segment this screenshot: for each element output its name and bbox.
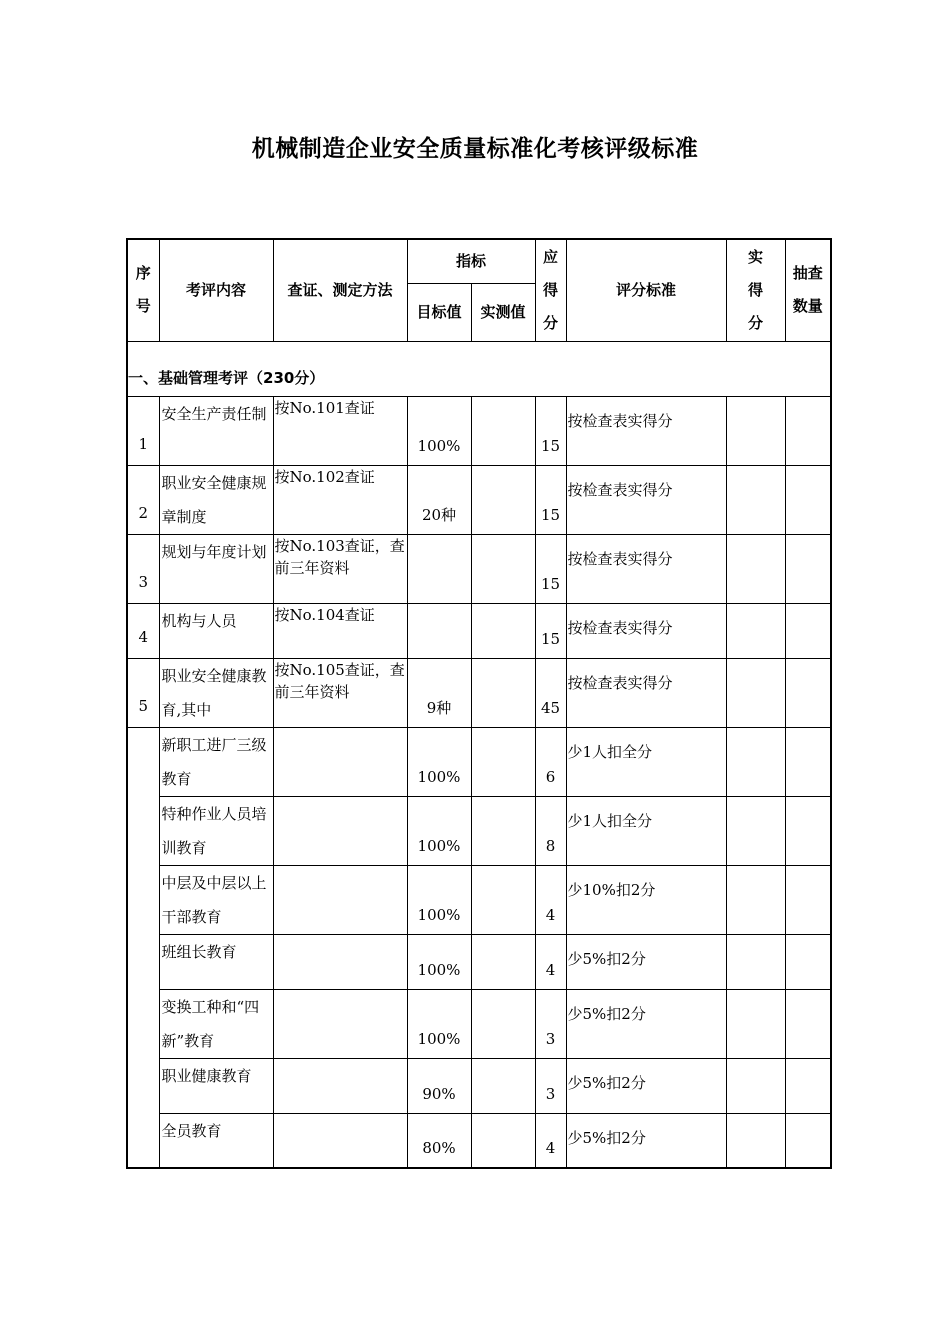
row-criteria: 按检查表实得分 xyxy=(566,534,726,603)
row-target: 9种 xyxy=(407,658,471,727)
table-row xyxy=(127,658,831,727)
row-measured xyxy=(471,396,535,465)
subrow-actual-score xyxy=(726,1058,785,1113)
header-should-score: 应 得 分 xyxy=(535,239,566,341)
table-subrow xyxy=(127,796,831,865)
subrow-target: 100% xyxy=(407,865,471,934)
row-content: 职业安全健康教育,其中 xyxy=(159,658,273,727)
row-criteria: 按检查表实得分 xyxy=(566,658,726,727)
row-actual-score xyxy=(726,658,785,727)
subrow-actual-score xyxy=(726,934,785,989)
header-method: 查证、测定方法 xyxy=(273,239,407,341)
subrow-actual-score xyxy=(726,989,785,1058)
row-spot-check xyxy=(785,603,831,658)
subrow-criteria: 少1人扣全分 xyxy=(566,796,726,865)
subrow-target: 80% xyxy=(407,1113,471,1168)
row-target: 100% xyxy=(407,396,471,465)
row-target: 20种 xyxy=(407,465,471,534)
table-row xyxy=(127,396,831,465)
subrow-measured xyxy=(471,727,535,796)
row-method: 按No.101查证 xyxy=(273,396,407,465)
row-criteria: 按检查表实得分 xyxy=(566,396,726,465)
table-subrow xyxy=(127,1058,831,1113)
table-subrow xyxy=(127,1113,831,1168)
header-actual-score: 实 得 分 xyxy=(726,239,785,341)
subrow-measured xyxy=(471,989,535,1058)
row-no: 3 xyxy=(127,534,159,603)
subrow-score: 4 xyxy=(535,934,566,989)
header-content: 考评内容 xyxy=(159,239,273,341)
row-no: 2 xyxy=(127,465,159,534)
header-indicator: 指标 xyxy=(407,239,535,283)
row-score: 15 xyxy=(535,396,566,465)
header-spot-check: 抽查 数量 xyxy=(785,239,831,341)
subrow-spot-check xyxy=(785,727,831,796)
subrow-content: 职业健康教育 xyxy=(159,1058,273,1113)
row-measured xyxy=(471,465,535,534)
assessment-table xyxy=(126,238,832,1169)
subrow-target: 100% xyxy=(407,989,471,1058)
table-subrow xyxy=(127,865,831,934)
row-content: 职业安全健康规章制度 xyxy=(159,465,273,534)
subrow-criteria: 少5%扣2分 xyxy=(566,1058,726,1113)
subrow-content: 班组长教育 xyxy=(159,934,273,989)
subrow-spot-check xyxy=(785,796,831,865)
table-row xyxy=(127,603,831,658)
subrow-content: 全员教育 xyxy=(159,1113,273,1168)
row-content: 机构与人员 xyxy=(159,603,273,658)
subrow-criteria: 少1人扣全分 xyxy=(566,727,726,796)
table-row xyxy=(127,465,831,534)
row-score: 15 xyxy=(535,465,566,534)
subrow-method xyxy=(273,934,407,989)
subrow-score: 8 xyxy=(535,796,566,865)
subrow-spot-check xyxy=(785,865,831,934)
subrow-method xyxy=(273,796,407,865)
subrow-measured xyxy=(471,865,535,934)
subrow-score: 3 xyxy=(535,1058,566,1113)
row-spot-check xyxy=(785,658,831,727)
header-measured: 实测值 xyxy=(471,283,535,341)
subrow-actual-score xyxy=(726,796,785,865)
row-criteria: 按检查表实得分 xyxy=(566,603,726,658)
row-spot-check xyxy=(785,396,831,465)
row-measured xyxy=(471,658,535,727)
subrow-target: 100% xyxy=(407,934,471,989)
subrow-spot-check xyxy=(785,1058,831,1113)
row-score: 15 xyxy=(535,534,566,603)
subrow-no-merged xyxy=(127,727,159,1168)
subrow-content: 中层及中层以上干部教育 xyxy=(159,865,273,934)
row-target xyxy=(407,534,471,603)
header-no: 序 号 xyxy=(127,239,159,341)
row-content: 规划与年度计划 xyxy=(159,534,273,603)
section-heading: 一、基础管理考评（230分） xyxy=(127,341,831,396)
row-method: 按No.104查证 xyxy=(273,603,407,658)
subrow-criteria: 少5%扣2分 xyxy=(566,1113,726,1168)
subrow-method xyxy=(273,1058,407,1113)
row-no: 4 xyxy=(127,603,159,658)
subrow-method xyxy=(273,989,407,1058)
subrow-method xyxy=(273,865,407,934)
row-method: 按No.102查证 xyxy=(273,465,407,534)
subrow-spot-check xyxy=(785,989,831,1058)
row-method: 按No.105查证，查前三年资料 xyxy=(273,658,407,727)
row-actual-score xyxy=(726,603,785,658)
table-row xyxy=(127,534,831,603)
subrow-criteria: 少5%扣2分 xyxy=(566,934,726,989)
subrow-content: 变换工种和“四新”教育 xyxy=(159,989,273,1058)
row-actual-score xyxy=(726,396,785,465)
row-method: 按No.103查证，查前三年资料 xyxy=(273,534,407,603)
row-measured xyxy=(471,534,535,603)
row-score: 15 xyxy=(535,603,566,658)
row-content: 安全生产责任制 xyxy=(159,396,273,465)
subrow-measured xyxy=(471,796,535,865)
subrow-spot-check xyxy=(785,1113,831,1168)
subrow-target: 100% xyxy=(407,796,471,865)
table-subrow xyxy=(127,934,831,989)
table-subrow xyxy=(127,727,831,796)
row-actual-score xyxy=(726,465,785,534)
subrow-criteria: 少5%扣2分 xyxy=(566,989,726,1058)
row-spot-check xyxy=(785,465,831,534)
subrow-actual-score xyxy=(726,727,785,796)
header-criteria: 评分标准 xyxy=(566,239,726,341)
row-score: 45 xyxy=(535,658,566,727)
row-target xyxy=(407,603,471,658)
subrow-score: 4 xyxy=(535,1113,566,1168)
subrow-target: 90% xyxy=(407,1058,471,1113)
subrow-measured xyxy=(471,1058,535,1113)
subrow-measured xyxy=(471,1113,535,1168)
page-title: 机械制造企业安全质量标准化考核评级标准 xyxy=(251,136,699,162)
row-actual-score xyxy=(726,534,785,603)
subrow-actual-score xyxy=(726,865,785,934)
subrow-actual-score xyxy=(726,1113,785,1168)
subrow-score: 4 xyxy=(535,865,566,934)
subrow-content: 新职工进厂三级教育 xyxy=(159,727,273,796)
table-subrow xyxy=(127,989,831,1058)
subrow-spot-check xyxy=(785,934,831,989)
row-spot-check xyxy=(785,534,831,603)
subrow-score: 3 xyxy=(535,989,566,1058)
row-measured xyxy=(471,603,535,658)
row-no: 5 xyxy=(127,658,159,727)
subrow-criteria: 少10%扣2分 xyxy=(566,865,726,934)
row-no: 1 xyxy=(127,396,159,465)
subrow-measured xyxy=(471,934,535,989)
header-target: 目标值 xyxy=(407,283,471,341)
subrow-target: 100% xyxy=(407,727,471,796)
subrow-method xyxy=(273,1113,407,1168)
row-criteria: 按检查表实得分 xyxy=(566,465,726,534)
subrow-method xyxy=(273,727,407,796)
subrow-content: 特种作业人员培训教育 xyxy=(159,796,273,865)
subrow-score: 6 xyxy=(535,727,566,796)
